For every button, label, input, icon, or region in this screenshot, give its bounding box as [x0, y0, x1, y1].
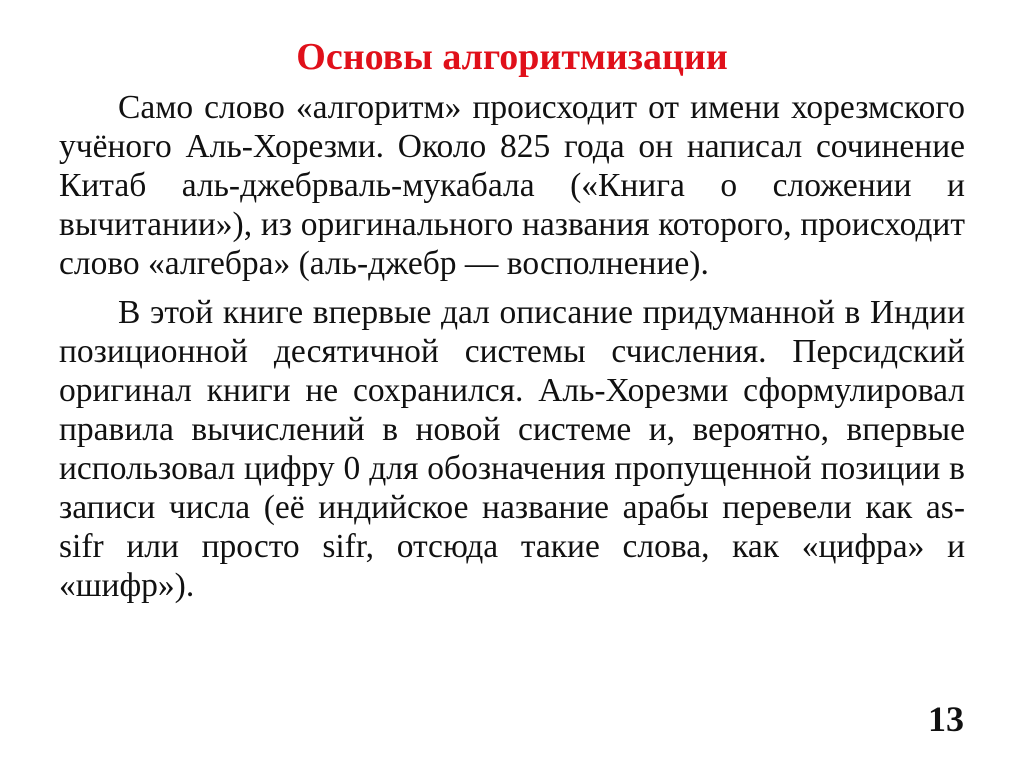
slide-title: Основы алгоритмизации: [296, 36, 728, 78]
slide-body: [59, 88, 965, 605]
page-number: 13: [928, 699, 964, 739]
body-paragraph-1: Само слово «алгоритм» происходит от имени хорезмского учёного Аль-Хорезми. Около 825 года он написал сочинение Китаб аль-джебрваль-мукабала («Книга о сложении и вычитании»), из оригинального названия которого, происходит слово «алгебра» (аль-джебр — восполнение).: [59, 89, 965, 282]
body-paragraph-2: В этой книге впервые дал описание придуманной в Индии позиционной десятичной системы счисления. Персидский оригинал книги не сохранился. Аль-Хорезми сформулировал правила вычислений в новой системе и, вероятно, впервые использовал цифру 0 для обозначения пропущенной позиции в записи числа (её индийское название арабы перевели как as-sifr или просто sifr, отсюда такие слова, как «цифра» и «шифр»).: [59, 294, 965, 604]
